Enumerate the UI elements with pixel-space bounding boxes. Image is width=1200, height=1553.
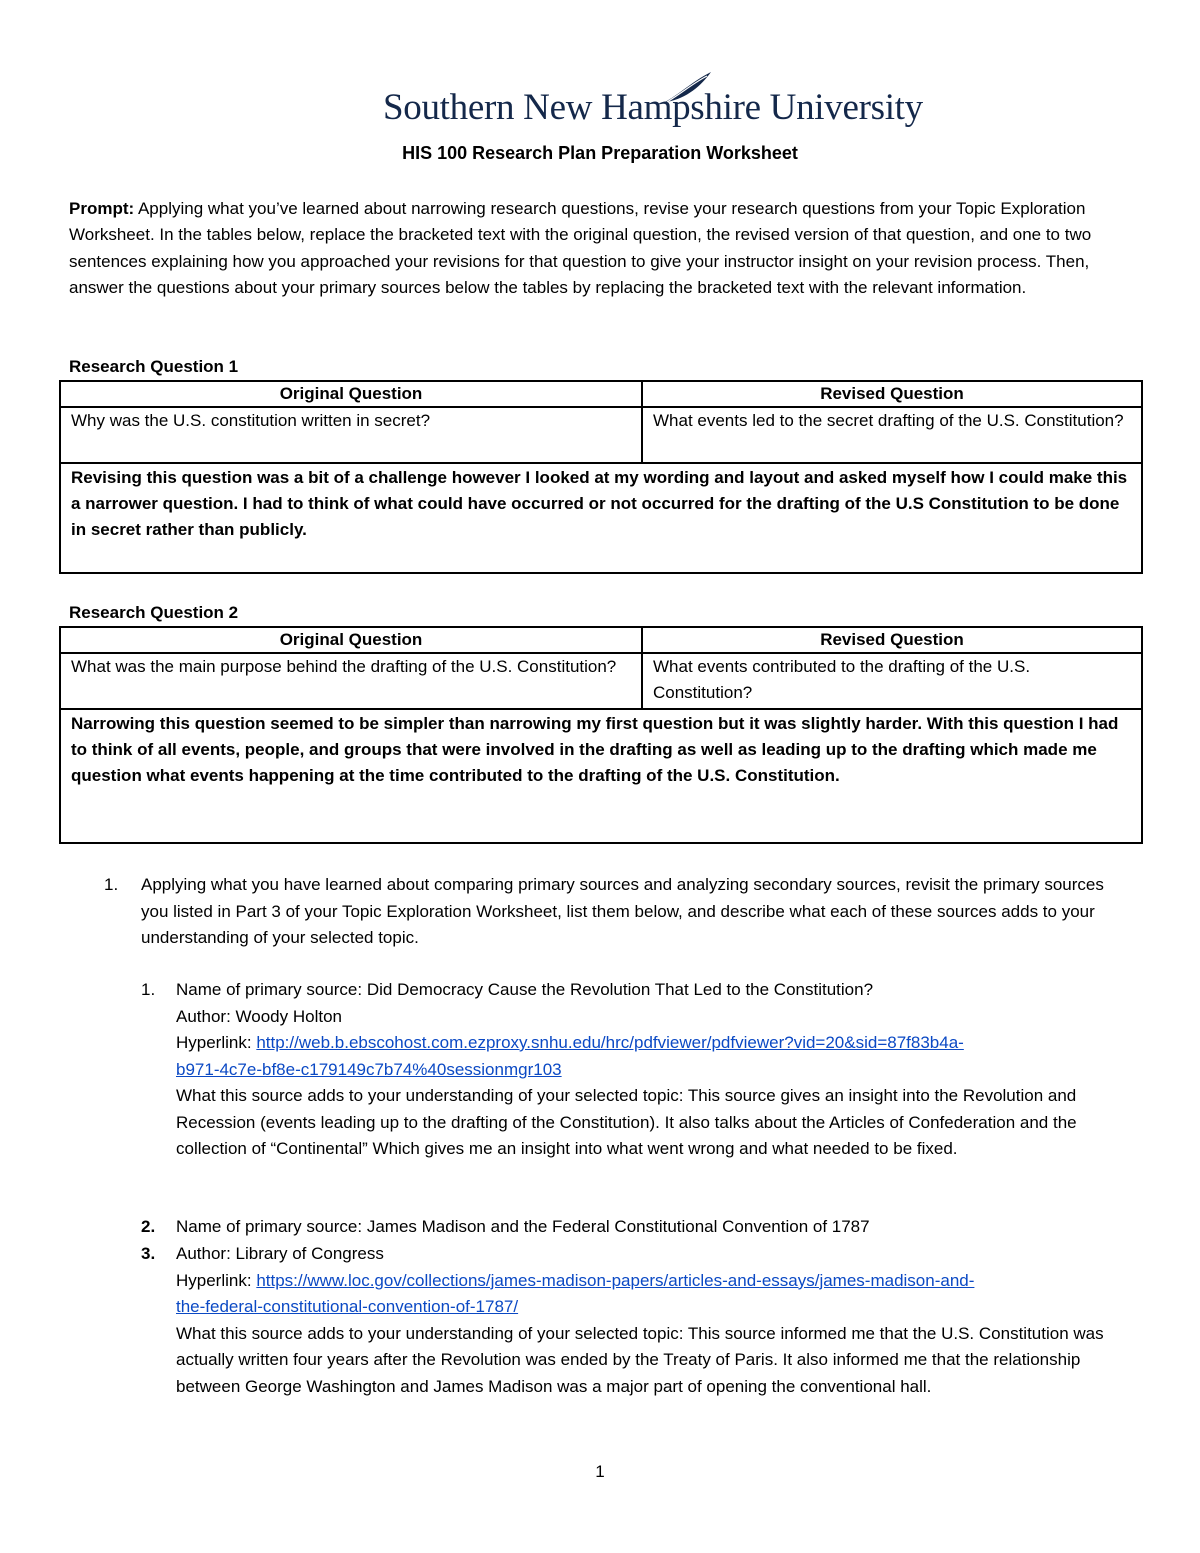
source-hyperlink bbox=[176, 1268, 1136, 1295]
prompt-label: Prompt: bbox=[69, 199, 135, 218]
revised-question-cell: What events led to the secret drafting of the U.S. Constitution? bbox=[642, 407, 1142, 463]
source-summary: What this source adds to your understanding of your selected topic: This source gives an insight into the Revolution and Recession (events leading up to the drafting of the Constitution). It also talks about the Articles of Confederation and the collection of “Continental” Which gives me an insight into what went wrong and what needed to be fixed. bbox=[176, 1086, 1077, 1158]
original-question-cell: What was the main purpose behind the drafting of the U.S. Constitution? bbox=[60, 653, 642, 709]
prompt-text: Applying what you’ve learned about narrowing research questions, revise your research questions from your Topic Exploration Worksheet. In the tables below, replace the bracketed text with the original question, the revised version of that question, and one to two sentences explaining how you approached your revisions for that question to give your instructor insight on your revision process. Then, answer the questions about your primary sources below the tables by replacing the bracketed text with the relevant information. bbox=[69, 199, 1092, 298]
source-3-item bbox=[176, 1241, 1136, 1400]
source-link-continued[interactable]: b971-4c7e-bf8e-c179149c7b74%40sessionmgr103 bbox=[176, 1059, 562, 1079]
original-question-header: Original Question bbox=[60, 627, 642, 653]
hyperlink-label: Hyperlink: bbox=[176, 1033, 252, 1052]
source-link-continued[interactable]: the-federal-constitutional-convention-of-1787/ bbox=[176, 1297, 519, 1316]
revised-question-cell: What events contributed to the drafting of the U.S. Constitution? bbox=[642, 653, 1142, 709]
source-summary: What this source adds to your understanding of your selected topic: This source informed me that the U.S. Constitution was actually written four years after the Revolution was ended by the Treaty of Paris. It also informed me that the relationship between George Washington and James Madison was a major part of opening the conventional hall. bbox=[176, 1323, 1104, 1396]
revised-question-header: Revised Question bbox=[642, 381, 1142, 407]
original-question-cell: Why was the U.S. constitution written in secret? bbox=[60, 407, 642, 463]
source-name: Name of primary source: James Madison and the Federal Constitutional Convention of 1787 bbox=[176, 1217, 870, 1236]
source-link[interactable]: http://web.b.ebscohost.com.ezproxy.snhu.edu/hrc/pdfviewer/pdfviewer?vid=20&sid=87f83b4a- bbox=[256, 1033, 964, 1052]
original-question-header: Original Question bbox=[60, 381, 642, 407]
prompt-paragraph bbox=[69, 196, 1131, 302]
table-row bbox=[60, 709, 1142, 843]
list-number: 3. bbox=[141, 1244, 156, 1263]
table-header-row bbox=[60, 381, 1142, 407]
list-number: 2. bbox=[141, 1217, 156, 1236]
table-row bbox=[60, 407, 1142, 463]
list-number: 1. bbox=[104, 875, 119, 894]
source-link[interactable]: https://www.loc.gov/collections/james-madison-papers/articles-and-essays/james-madison-and- bbox=[256, 1270, 975, 1290]
revision-explanation-cell: Narrowing this question seemed to be simpler than narrowing my first question but it was slightly harder. With this question I had to think of all events, people, and groups that were involved in the drafting as well as leading up to the drafting which made me question what events happening at the time contributed to the drafting of the U.S. Constitution. bbox=[60, 709, 1142, 843]
research-question-2-heading: Research Question 2 bbox=[69, 603, 239, 622]
research-question-1-table bbox=[59, 380, 1143, 574]
research-question-1-heading: Research Question 1 bbox=[69, 357, 239, 376]
research-question-2-table bbox=[59, 626, 1143, 844]
revision-explanation-cell: Revising this question was a bit of a challenge however I looked at my wording and layout and asked myself how I could make this a narrower question. I had to think of what could have occurred or not occurred for the drafting of the U.S Constitution to be done in secret rather than publicly. bbox=[60, 463, 1142, 573]
source-hyperlink bbox=[176, 1030, 1136, 1057]
table-row bbox=[60, 463, 1142, 573]
table-row bbox=[60, 653, 1142, 709]
table-header-row bbox=[60, 627, 1142, 653]
document-title: HIS 100 Research Plan Preparation Worksheet bbox=[402, 143, 798, 163]
question-1-text: Applying what you have learned about comparing primary sources and analyzing secondary sources, revisit the primary sources you listed in Part 3 of your Topic Exploration Worksheet, list them below, and describe what each of these sources adds to your understanding of your selected topic. bbox=[141, 875, 1104, 947]
source-name: Name of primary source: Did Democracy Cause the Revolution That Led to the Constitution? bbox=[176, 980, 874, 999]
source-1-item bbox=[176, 977, 1136, 1163]
university-logo bbox=[383, 68, 923, 138]
logo-text: Southern New Hampshire University bbox=[383, 87, 923, 128]
hyperlink-label: Hyperlink: bbox=[176, 1270, 252, 1290]
revised-question-header: Revised Question bbox=[642, 627, 1142, 653]
page-number: 1 bbox=[595, 1462, 605, 1481]
source-author: Author: Library of Congress bbox=[176, 1244, 384, 1263]
source-author: Author: Woody Holton bbox=[176, 1006, 342, 1026]
list-number: 1. bbox=[141, 980, 156, 999]
